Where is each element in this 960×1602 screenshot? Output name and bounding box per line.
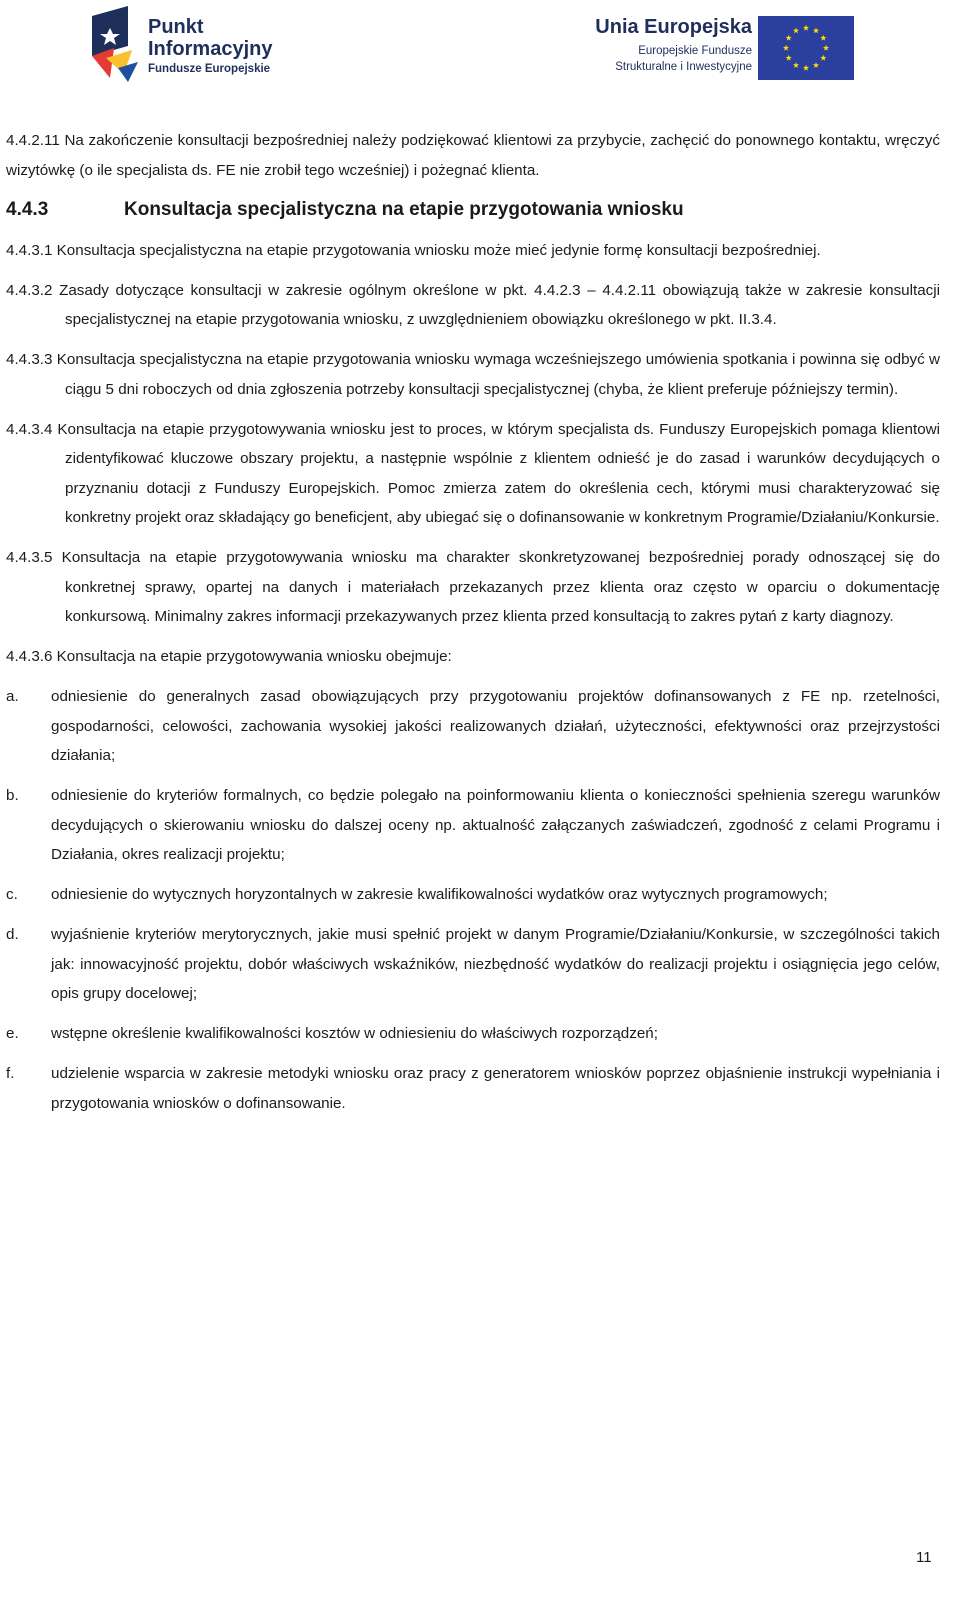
section-heading <box>6 196 940 224</box>
list-marker: e. <box>6 1025 19 1042</box>
unia-europejska-logo <box>566 10 856 82</box>
section-heading-number: 4.4.3 <box>6 198 49 220</box>
list-item <box>6 781 940 870</box>
list-item <box>6 1019 940 1049</box>
list-marker: f. <box>6 1065 15 1082</box>
list-item-text: udzielenie wsparcia w zakresie metodyki wniosku oraz pracy z generatorem wniosków poprzez objaśnienie instrukcji wypełniania i przygotowania wniosków o dofinansowanie. <box>51 1065 940 1112</box>
list-marker: c. <box>6 886 18 903</box>
list-item <box>6 920 940 1009</box>
punkt-informacyjny-logo <box>88 6 288 82</box>
page-header <box>0 0 960 90</box>
list-marker: b. <box>6 787 19 804</box>
list-item-text: odniesienie do kryteriów formalnych, co będzie polegało na poinformowaniu klienta o konieczności spełnienia szeregu warunków decydujących o skierowaniu wniosku do dalszej oceny np. aktualność załączanych zaświadczeń, zgodność z celami Programu i Działania, okres realizacji projektu; <box>51 787 940 863</box>
list-item <box>6 682 940 771</box>
eu-flag-icon <box>758 16 854 80</box>
list-marker: a. <box>6 688 19 705</box>
list-item-text: odniesienie do wytycznych horyzontalnych w zakresie kwalifikowalności wydatków oraz wytycznych programowych; <box>51 886 828 903</box>
list-item-text: wyjaśnienie kryteriów merytorycznych, jakie musi spełnić projekt w danym Programie/Działaniu/Konkursie, w szczególności takich jak: innowacyjność projektu, dobór właściwych wskaźników, niezbędność wydatków do realizacji projektu i osiągnięcia jego celów, opis grupy docelowej; <box>51 926 940 1002</box>
logo-right-line2: Europejskie Fundusze <box>638 45 752 57</box>
punkt-informacyjny-emblem-icon <box>88 6 144 82</box>
paragraph-4-4-3-2: 4.4.3.2 Zasady dotyczące konsultacji w zakresie ogólnym określone w pkt. 4.4.2.3 – 4.4.2.11 obowiązują także w zakresie konsultacji specjalistycznej na etapie przygotowania wniosku, z uwzględnieniem obowiązku określonego w pkt. II.3.4. <box>6 281 940 328</box>
document-body <box>6 126 940 1129</box>
logo-right-line1: Unia Europejska <box>595 16 752 38</box>
list-item-text: wstępne określenie kwalifikowalności kosztów w odniesieniu do właściwych rozporządzeń; <box>51 1025 658 1042</box>
section-heading-title: Konsultacja specjalistyczna na etapie przygotowania wniosku <box>124 198 684 220</box>
scope-list <box>6 682 940 1118</box>
paragraph-4-4-3-4: 4.4.3.4 Konsultacja na etapie przygotowywania wniosku jest to proces, w którym specjalista ds. Funduszy Europejskich pomaga klientowi zidentyfikować kluczowe obszary projektu, a następnie wspólnie z klientem odnieść je do zasad i warunków decydujących o przyznaniu dotacji z Funduszy Europejskich. Pomoc zmierza zatem do określenia cech, którymi musi charakteryzować się konkretny projekt oraz składający go beneficjent, aby ubiegać się o dofinansowanie w konkretnym Programie/Działaniu/Konkursie. <box>6 420 940 526</box>
paragraph-4-4-3-1: 4.4.3.1 Konsultacja specjalistyczna na etapie przygotowania wniosku może mieć jedynie formę konsultacji bezpośredniej. <box>6 241 821 259</box>
logo-left-line3: Fundusze Europejskie <box>148 63 271 75</box>
paragraph-4-4-2-11: 4.4.2.11 Na zakończenie konsultacji bezpośredniej należy podziękować klientowi za przybycie, zachęcić do ponownego kontaktu, wręczyć wizytówkę (o ile specjalista ds. FE nie zrobił tego wcześniej) i pożegnać klienta. <box>6 132 940 179</box>
list-marker: d. <box>6 926 19 943</box>
list-item-text: odniesienie do generalnych zasad obowiązujących przy przygotowaniu projektów dofinansowanych z FE np. rzetelności, gospodarności, celowości, zachowania wysokiej jakości realizowanych działań, użyteczności, efektywności oraz przejrzystości działania; <box>51 688 940 764</box>
list-item <box>6 1059 940 1118</box>
paragraph-4-4-3-6: 4.4.3.6 Konsultacja na etapie przygotowywania wniosku obejmuje: <box>6 648 452 665</box>
logo-right-line3: Strukturalne i Inwestycyjne <box>615 61 752 73</box>
list-item <box>6 880 940 910</box>
page-number: 11 <box>916 1549 932 1566</box>
paragraph-4-4-3-3: 4.4.3.3 Konsultacja specjalistyczna na etapie przygotowania wniosku wymaga wcześniejszego umówienia spotkania i powinna się odbyć w ciągu 5 dni roboczych od dnia zgłoszenia potrzeby konsultacji specjalistycznej (chyba, że klient preferuje późniejszy termin). <box>6 351 940 398</box>
logo-left-line1: Punkt <box>148 16 204 38</box>
paragraph-4-4-3-5: 4.4.3.5 Konsultacja na etapie przygotowywania wniosku ma charakter skonkretyzowanej bezpośredniej porady odnoszącej się do konkretnej sprawy, opartej na danych i materiałach przekazanych przez klienta oraz często w oparciu o dokumentację konkursową. Minimalny zakres informacji przekazywanych przez klienta przed konsultacją to zakres pytań z karty diagnozy. <box>6 549 940 625</box>
logo-left-line2: Informacyjny <box>148 38 273 60</box>
